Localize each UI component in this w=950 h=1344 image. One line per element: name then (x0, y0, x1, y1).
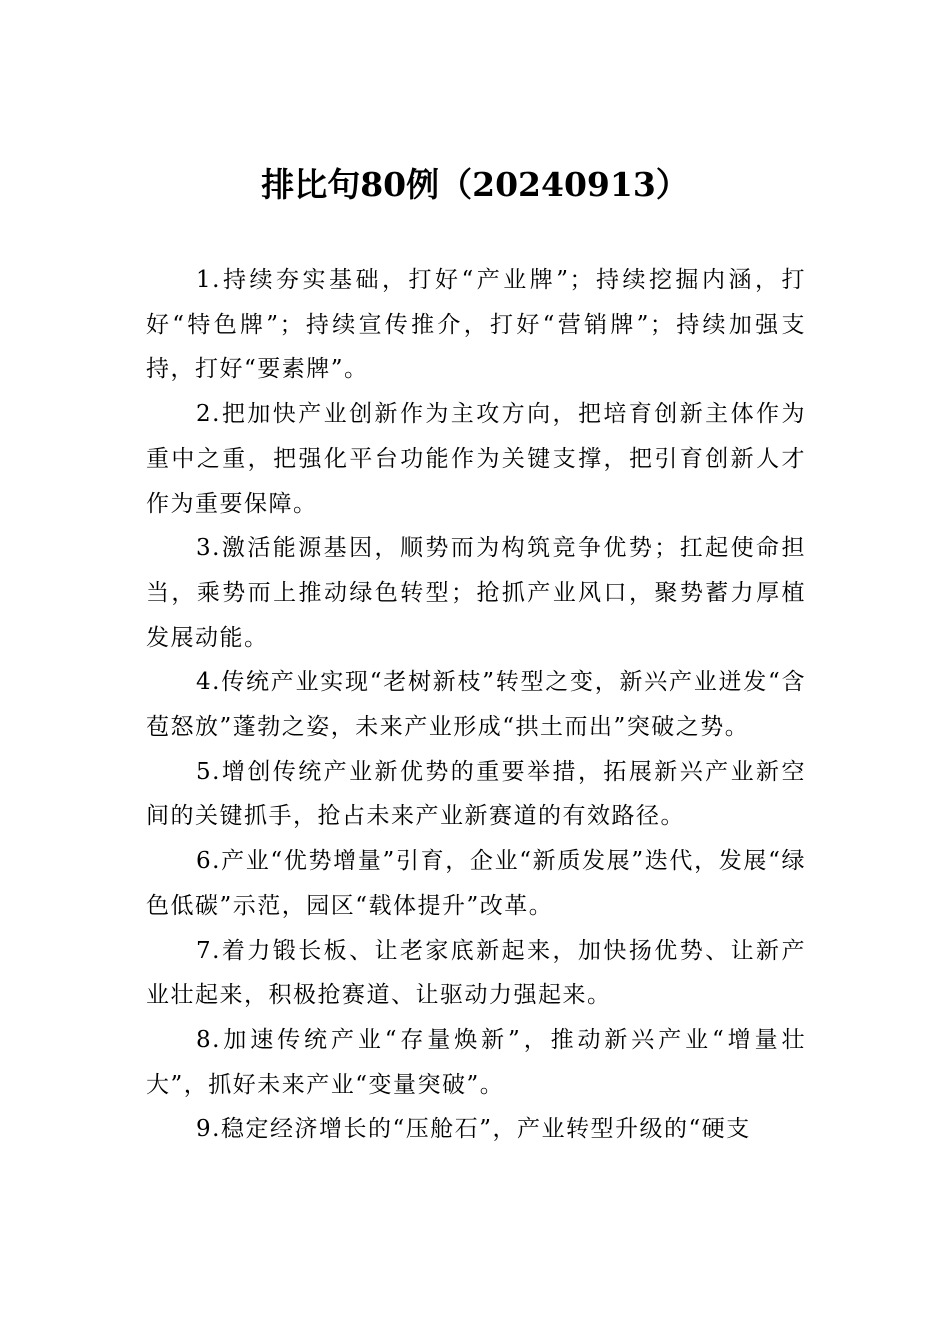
paragraph-7: 7.着力锻长板、让老家底新起来，加快扬优势、让新产业壮起来，积极抢赛道、让驱动力强起来。 (146, 937, 806, 1009)
paragraph-6: 6.产业“优势增量”引育，企业“新质发展”迭代，发展“绿色低碳”示范，园区“载体提升”改革。 (146, 848, 806, 919)
paragraph-1: 1.持续夯实基础，打好“产业牌”；持续挖掘内涵，打好“特色牌”；持续宣传推介，打好“营销牌”；持续加强支持，打好“要素牌”。 (146, 267, 806, 383)
paragraph-9: 9.稳定经济增长的“压舱石”，产业转型升级的“硬支 (196, 1116, 751, 1143)
paragraph-8: 8.加速传统产业“存量焕新”，推动新兴产业“增量壮大”，抓好未来产业“变量突破”。 (146, 1026, 806, 1098)
paragraph-4: 4.传统产业实现“老树新枝”转型之变，新兴产业迸发“含苞怒放”蓬勃之姿，未来产业形成“拱土而出”突破之势。 (146, 669, 806, 741)
paragraph-5: 5.增创传统产业新优势的重要举措，拓展新兴产业新空间的关键抓手，抢占未来产业新赛道的有效路径。 (146, 758, 806, 830)
paragraph-2: 2.把加快产业创新作为主攻方向，把培育创新主体作为重中之重，把强化平台功能作为关键支撑，把引育创新人才作为重要保障。 (146, 401, 806, 517)
paragraph-3: 3.激活能源基因，顺势而为构筑竞争优势；扛起使命担当，乘势而上推动绿色转型；抢抓产业风口，聚势蓄力厚植发展动能。 (146, 535, 806, 651)
document-body (146, 258, 806, 1152)
document-title: 排比句80例（20240913） (261, 165, 689, 204)
